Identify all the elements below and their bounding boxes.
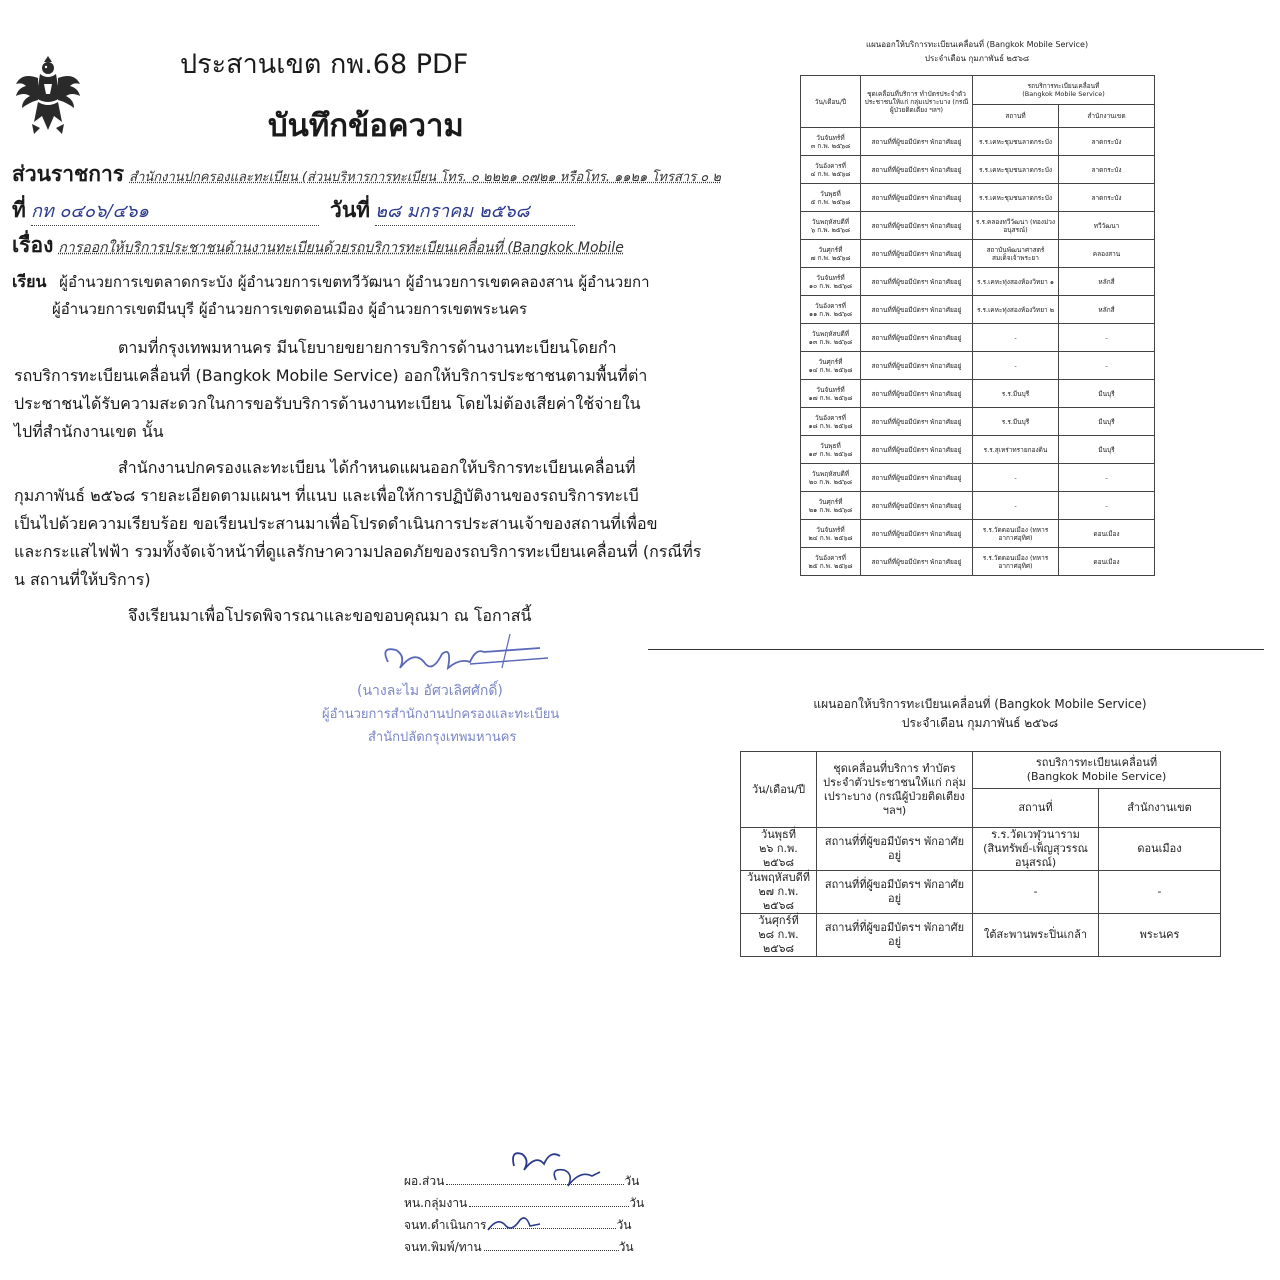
location-column-header: สถานที่: [973, 105, 1059, 128]
schedule-row: [801, 408, 1155, 436]
addressee-line: [12, 270, 650, 295]
service-cell: สถานที่ที่ผู้ขอมีบัตรฯ พักอาศัยอยู่: [817, 914, 973, 957]
district-cell: มีนบุรี: [1059, 380, 1155, 408]
location-cell: ร.ร.วัดเวฬุวนาราม (สินทรัพย์-เพ็ญสุวรรณอนุสรณ์): [973, 828, 1099, 871]
schedule-row: [741, 828, 1221, 871]
weekday-label: วันพฤหัสบดีที่: [747, 871, 810, 884]
service-column-header: ชุดเคลื่อนที่บริการ ทำบัตรประจำตัวประชาชนให้แก่ กลุ่มเปราะบาง (กรณีผู้ป่วยติดเตียง ฯลฯ): [861, 76, 973, 128]
vehicle-header-line-2: (Bangkok Mobile Service): [1026, 770, 1167, 783]
date-label: ๔ ก.พ. ๒๕๖๘: [810, 169, 851, 178]
subject-value: การออกให้บริการประชาชนด้านงานทะเบียนด้วยรถบริการทะเบียนเคลื่อนที่ (Bangkok Mobile: [58, 240, 624, 256]
date-column-header: วัน/เดือน/ปี: [741, 752, 817, 828]
schedule-row: [801, 324, 1155, 352]
routing-date-label: วัน: [618, 1240, 634, 1254]
location-cell: ร.ร.เคหะชุมชนลาดกระบัง: [973, 184, 1059, 212]
date-cell: [801, 296, 861, 324]
signer-name: (นางละไม อัศวเลิศศักดิ์): [357, 683, 503, 699]
vehicle-group-header: [973, 76, 1155, 105]
plan-title-page-2: แผนออกให้บริการทะเบียนเคลื่อนที่ (Bangkok Mobile Service): [813, 697, 1147, 711]
district-column-header: สำนักงานเขต: [1099, 789, 1221, 828]
location-cell: -: [973, 492, 1059, 520]
service-cell: สถานที่ที่ผู้ขอมีบัตรฯ พักอาศัยอยู่: [817, 828, 973, 871]
district-cell: -: [1059, 324, 1155, 352]
routing-label: หน.กลุ่มงาน: [404, 1196, 468, 1210]
schedule-row: [801, 352, 1155, 380]
schedule-row: [801, 548, 1155, 576]
date-label: ๑๔ ก.พ. ๒๕๖๘: [808, 365, 853, 374]
plan-subtitle: ประจำเดือน กุมภาพันธ์ ๒๕๖๘: [924, 54, 1030, 63]
service-cell: สถานที่ที่ผู้ขอมีบัตรฯ พักอาศัยอยู่: [861, 128, 973, 156]
service-cell: สถานที่ที่ผู้ขอมีบัตรฯ พักอาศัยอยู่: [817, 871, 973, 914]
date-cell: [801, 212, 861, 240]
date-cell: [801, 520, 861, 548]
location-cell: ร.ร.เคหะชุมชนลาดกระบัง: [973, 128, 1059, 156]
addressee-label: เรียน: [12, 272, 47, 291]
service-cell: สถานที่ที่ผู้ขอมีบัตรฯ พักอาศัยอยู่: [861, 156, 973, 184]
para2-line: เป็นไปด้วยความเรียบร้อย ขอเรียนประสานมาเพื่อโปรดดำเนินการประสานเจ้าของสถานที่เพื่อข: [14, 514, 658, 533]
date-cell: [741, 828, 817, 871]
reference-number: กท ๐๔๐๖/๔๖๑: [31, 196, 319, 226]
date-label: ๗ ก.พ. ๒๕๖๘: [810, 253, 851, 262]
service-cell: สถานที่ที่ผู้ขอมีบัตรฯ พักอาศัยอยู่: [861, 212, 973, 240]
service-cell: สถานที่ที่ผู้ขอมีบัตรฯ พักอาศัยอยู่: [861, 408, 973, 436]
date-label: ๒๕ ก.พ. ๒๕๖๘: [808, 561, 853, 570]
location-cell: -: [973, 352, 1059, 380]
routing-row: [404, 1172, 639, 1191]
agency-label: ส่วนราชการ: [12, 162, 125, 186]
location-cell: ร.ร.สุเหร่าทรายกองดิน: [973, 436, 1059, 464]
date-label: ๒๐ ก.พ. ๒๕๖๘: [808, 477, 853, 486]
subject-line: [12, 229, 624, 262]
weekday-label: วันพุธที่: [820, 189, 841, 198]
para2-line: กุมภาพันธ์ ๒๕๖๘ รายละเอียดตามแผนฯ ที่แนบ และเพื่อให้การปฏิบัติงานของรถบริการทะเบี: [14, 486, 639, 505]
addressee-line-2: ผู้อำนวยการเขตมีนบุรี ผู้อำนวยการเขตดอนเมือง ผู้อำนวยการเขตพระนคร: [52, 300, 528, 318]
location-cell: ร.ร.เคหะชุมชนลาดกระบัง: [973, 156, 1059, 184]
date-cell: [801, 464, 861, 492]
routing-row: [404, 1216, 631, 1235]
location-cell: -: [973, 464, 1059, 492]
subject-label: เรื่อง: [12, 233, 54, 257]
date-cell: [801, 128, 861, 156]
date-cell: [801, 268, 861, 296]
schedule-row: [801, 520, 1155, 548]
weekday-label: วันจันทร์ที่: [816, 525, 845, 534]
closing-line: จึงเรียนมาเพื่อโปรดพิจารณาและขอขอบคุณมา ณ โอกาสนี้: [128, 606, 532, 625]
routing-row: [404, 1238, 634, 1257]
signer-title: ผู้อำนวยการสำนักงานปกครองและทะเบียน: [322, 707, 560, 722]
location-cell: -: [973, 871, 1099, 914]
district-cell: พระนคร: [1099, 914, 1221, 957]
location-cell: ร.ร.วัดดอนเมือง (ทหารอากาศอุทิศ): [973, 548, 1059, 576]
memo-title: บันทึกข้อความ: [268, 108, 464, 144]
date-label: ๒๑ ก.พ. ๒๕๖๘: [808, 505, 853, 514]
para1-line: ไปที่สำนักงานเขต นั้น: [14, 422, 164, 441]
date-label: ๒๘ ก.พ. ๒๕๖๘: [758, 928, 799, 955]
weekday-label: วันอังคารที่: [815, 301, 846, 310]
date-cell: [801, 548, 861, 576]
location-cell: ร.ร.มีนบุรี: [973, 380, 1059, 408]
page-divider: [648, 649, 1264, 650]
schedule-table: [800, 75, 1155, 576]
weekday-label: วันพุธที่: [820, 441, 841, 450]
date-cell: [801, 156, 861, 184]
routing-label: จนท.พิมพ์/ทาน: [404, 1240, 482, 1254]
agency-value: สำนักงานปกครองและทะเบียน (ส่วนบริหารการทะเบียน โทร. ๐ ๒๒๒๑ ๐๗๒๑ หรือโทร. ๑๑๒๑ โทรสาร ๐ ๒: [129, 170, 721, 185]
schedule-row: [801, 156, 1155, 184]
date-cell: [801, 324, 861, 352]
schedule-row: [741, 914, 1221, 957]
date-cell: [741, 914, 817, 957]
location-cell: ร.ร.เคหะทุ่งสองห้องวิทยา ๑: [973, 268, 1059, 296]
date-label: ๑๗ ก.พ. ๒๕๖๘: [808, 393, 853, 402]
service-cell: สถานที่ที่ผู้ขอมีบัตรฯ พักอาศัยอยู่: [861, 548, 973, 576]
schedule-row: [801, 212, 1155, 240]
date-label: ๑๓ ก.พ. ๒๕๖๘: [808, 337, 853, 346]
date-cell: [801, 352, 861, 380]
garuda-emblem-icon: [14, 58, 82, 136]
district-column-header: สำนักงานเขต: [1059, 105, 1155, 128]
location-cell: ร.ร.คลองทวีวัฒนา (ทองม่วงอนุสรณ์): [973, 212, 1059, 240]
weekday-label: วันจันทร์ที่: [816, 133, 845, 142]
district-cell: ลาดกระบัง: [1059, 128, 1155, 156]
vehicle-header-line-1: รถบริการทะเบียนเคลื่อนที่: [1027, 82, 1100, 90]
para1-line: รถบริการทะเบียนเคลื่อนที่ (Bangkok Mobile Service) ออกให้บริการประชาชนตามพื้นที่ต่า: [14, 366, 648, 385]
para2-line: สำนักงานปกครองและทะเบียน ได้กำหนดแผนออกให้บริการทะเบียนเคลื่อนที่: [118, 458, 636, 477]
para2-line: และกระแสไฟฟ้า รวมทั้งจัดเจ้าหน้าที่ดูแลรักษาความปลอดภัยของรถบริการทะเบียนเคลื่อนที่ (กรณีที่ร: [14, 542, 702, 561]
date-label: ๑๑ ก.พ. ๒๕๖๘: [808, 309, 853, 318]
service-cell: สถานที่ที่ผู้ขอมีบัตรฯ พักอาศัยอยู่: [861, 296, 973, 324]
schedule-row: [801, 240, 1155, 268]
location-cell: ร.ร.เคหะทุ่งสองห้องวิทยา ๒: [973, 296, 1059, 324]
schedule-row: [801, 128, 1155, 156]
weekday-label: วันอังคารที่: [815, 553, 846, 562]
routing-label: จนท.ดำเนินการ: [404, 1218, 487, 1232]
district-cell: มีนบุรี: [1059, 436, 1155, 464]
district-cell: -: [1059, 492, 1155, 520]
weekday-label: วันศุกร์ที่: [818, 497, 843, 506]
schedule-row: [801, 296, 1155, 324]
agency-line: [12, 158, 721, 191]
schedule-row: [801, 492, 1155, 520]
service-cell: สถานที่ที่ผู้ขอมีบัตรฯ พักอาศัยอยู่: [861, 268, 973, 296]
schedule-row: [741, 871, 1221, 914]
service-cell: สถานที่ที่ผู้ขอมีบัตรฯ พักอาศัยอยู่: [861, 240, 973, 268]
weekday-label: วันพฤหัสบดีที่: [811, 469, 850, 478]
location-cell: ใต้สะพานพระปิ่นเกล้า: [973, 914, 1099, 957]
plan-title: แผนออกให้บริการทะเบียนเคลื่อนที่ (Bangkok Mobile Service): [865, 40, 1089, 49]
date-label: ๓ ก.พ. ๒๕๖๘: [810, 141, 851, 150]
date-label: ๒๗ ก.พ. ๒๕๖๘: [758, 885, 799, 912]
service-column-header: ชุดเคลื่อนที่บริการ ทำบัตรประจำตัวประชาชนให้แก่ กลุ่มเปราะบาง (กรณีผู้ป่วยติดเตียง ฯลฯ): [817, 752, 973, 828]
district-cell: มีนบุรี: [1059, 408, 1155, 436]
schedule-row: [801, 380, 1155, 408]
service-cell: สถานที่ที่ผู้ขอมีบัตรฯ พักอาศัยอยู่: [861, 492, 973, 520]
district-cell: -: [1059, 464, 1155, 492]
plan-subtitle-page-2: ประจำเดือน กุมภาพันธ์ ๒๕๖๘: [901, 716, 1059, 730]
service-cell: สถานที่ที่ผู้ขอมีบัตรฯ พักอาศัยอยู่: [861, 520, 973, 548]
district-cell: หลักสี่: [1059, 268, 1155, 296]
reference-label: ที่: [12, 198, 26, 222]
district-cell: -: [1099, 871, 1221, 914]
schedule-row: [801, 464, 1155, 492]
date-label: ๑๙ ก.พ. ๒๕๖๘: [808, 449, 853, 458]
addressee-line-1: ผู้อำนวยการเขตลาดกระบัง ผู้อำนวยการเขตทวีวัฒนา ผู้อำนวยการเขตคลองสาน ผู้อำนวยกา: [59, 273, 650, 291]
location-cell: -: [973, 324, 1059, 352]
weekday-label: วันจันทร์ที่: [816, 273, 845, 282]
service-cell: สถานที่ที่ผู้ขอมีบัตรฯ พักอาศัยอยู่: [861, 324, 973, 352]
date-label: ๑๐ ก.พ. ๒๕๖๘: [809, 281, 852, 290]
service-cell: สถานที่ที่ผู้ขอมีบัตรฯ พักอาศัยอยู่: [861, 380, 973, 408]
date-value: ๒๘ มกราคม ๒๕๖๘: [375, 196, 575, 226]
district-cell: -: [1059, 352, 1155, 380]
weekday-label: วันอังคารที่: [815, 413, 846, 422]
weekday-label: วันพฤหัสบดีที่: [811, 329, 850, 338]
district-cell: ดอนเมือง: [1059, 520, 1155, 548]
location-cell: ร.ร.มีนบุรี: [973, 408, 1059, 436]
schedule-row: [801, 184, 1155, 212]
weekday-label: วันศุกร์ที่: [818, 357, 843, 366]
district-cell: ดอนเมือง: [1059, 548, 1155, 576]
date-cell: [741, 871, 817, 914]
district-cell: ลาดกระบัง: [1059, 156, 1155, 184]
service-cell: สถานที่ที่ผู้ขอมีบัตรฯ พักอาศัยอยู่: [861, 436, 973, 464]
document-heading: ประสานเขต กพ.68 PDF: [180, 49, 469, 80]
weekday-label: วันจันทร์ที่: [816, 385, 845, 394]
date-cell: [801, 380, 861, 408]
vehicle-header-line-1: รถบริการทะเบียนเคลื่อนที่: [1035, 756, 1158, 769]
para2-line: น สถานที่ให้บริการ): [14, 570, 151, 589]
routing-date-label: วัน: [616, 1218, 632, 1232]
schedule-row: [801, 268, 1155, 296]
date-label: ๕ ก.พ. ๒๕๖๘: [810, 197, 851, 206]
date-cell: [801, 408, 861, 436]
weekday-label: วันพฤหัสบดีที่: [811, 217, 850, 226]
date-label: วันที่: [330, 198, 371, 222]
district-cell: คลองสาน: [1059, 240, 1155, 268]
routing-label: ผอ.ส่วน: [404, 1174, 445, 1188]
service-cell: สถานที่ที่ผู้ขอมีบัตรฯ พักอาศัยอยู่: [861, 184, 973, 212]
date-label: ๑๘ ก.พ. ๒๕๖๘: [808, 421, 853, 430]
date-column-header: วัน/เดือน/ปี: [801, 76, 861, 128]
vehicle-header-line-2: (Bangkok Mobile Service): [1022, 90, 1105, 98]
routing-date-label: วัน: [629, 1196, 645, 1210]
date-cell: [801, 184, 861, 212]
service-cell: สถานที่ที่ผู้ขอมีบัตรฯ พักอาศัยอยู่: [861, 352, 973, 380]
weekday-label: วันพุธที่: [761, 828, 796, 841]
date-cell: [801, 436, 861, 464]
schedule-table-page-2: [740, 751, 1221, 957]
schedule-row: [801, 436, 1155, 464]
location-cell: สถาบันพัฒนาศาสตร์ สมเด็จเจ้าพระยา: [973, 240, 1059, 268]
date-label: ๒๖ ก.พ. ๒๕๖๘: [759, 842, 798, 869]
weekday-label: วันศุกร์ที่: [758, 914, 799, 927]
service-cell: สถานที่ที่ผู้ขอมีบัตรฯ พักอาศัยอยู่: [861, 464, 973, 492]
district-cell: หลักสี่: [1059, 296, 1155, 324]
vehicle-group-header: [973, 752, 1221, 789]
date-label: ๖ ก.พ. ๒๕๖๘: [811, 225, 850, 234]
reference-line: [12, 194, 575, 227]
signer-office: สำนักปลัดกรุงเทพมหานคร: [368, 730, 517, 745]
location-cell: ร.ร.วัดดอนเมือง (ทหารอากาศอุทิศ): [973, 520, 1059, 548]
date-cell: [801, 492, 861, 520]
district-cell: ทวีวัฒนา: [1059, 212, 1155, 240]
weekday-label: วันศุกร์ที่: [818, 245, 843, 254]
district-cell: ดอนเมือง: [1099, 828, 1221, 871]
date-label: ๒๔ ก.พ. ๒๕๖๘: [808, 533, 853, 542]
location-column-header: สถานที่: [973, 789, 1099, 828]
district-cell: ลาดกระบัง: [1059, 184, 1155, 212]
weekday-label: วันอังคารที่: [815, 161, 846, 170]
para1-line: ตามที่กรุงเทพมหานคร มีนโยบายขยายการบริการด้านงานทะเบียนโดยกำ: [118, 338, 617, 357]
date-cell: [801, 240, 861, 268]
para1-line: ประชาชนได้รับความสะดวกในการขอรับบริการด้านงานทะเบียน โดยไม่ต้องเสียค่าใช้จ่ายใน: [14, 394, 641, 413]
routing-row: [404, 1194, 644, 1213]
routing-date-label: วัน: [624, 1174, 640, 1188]
